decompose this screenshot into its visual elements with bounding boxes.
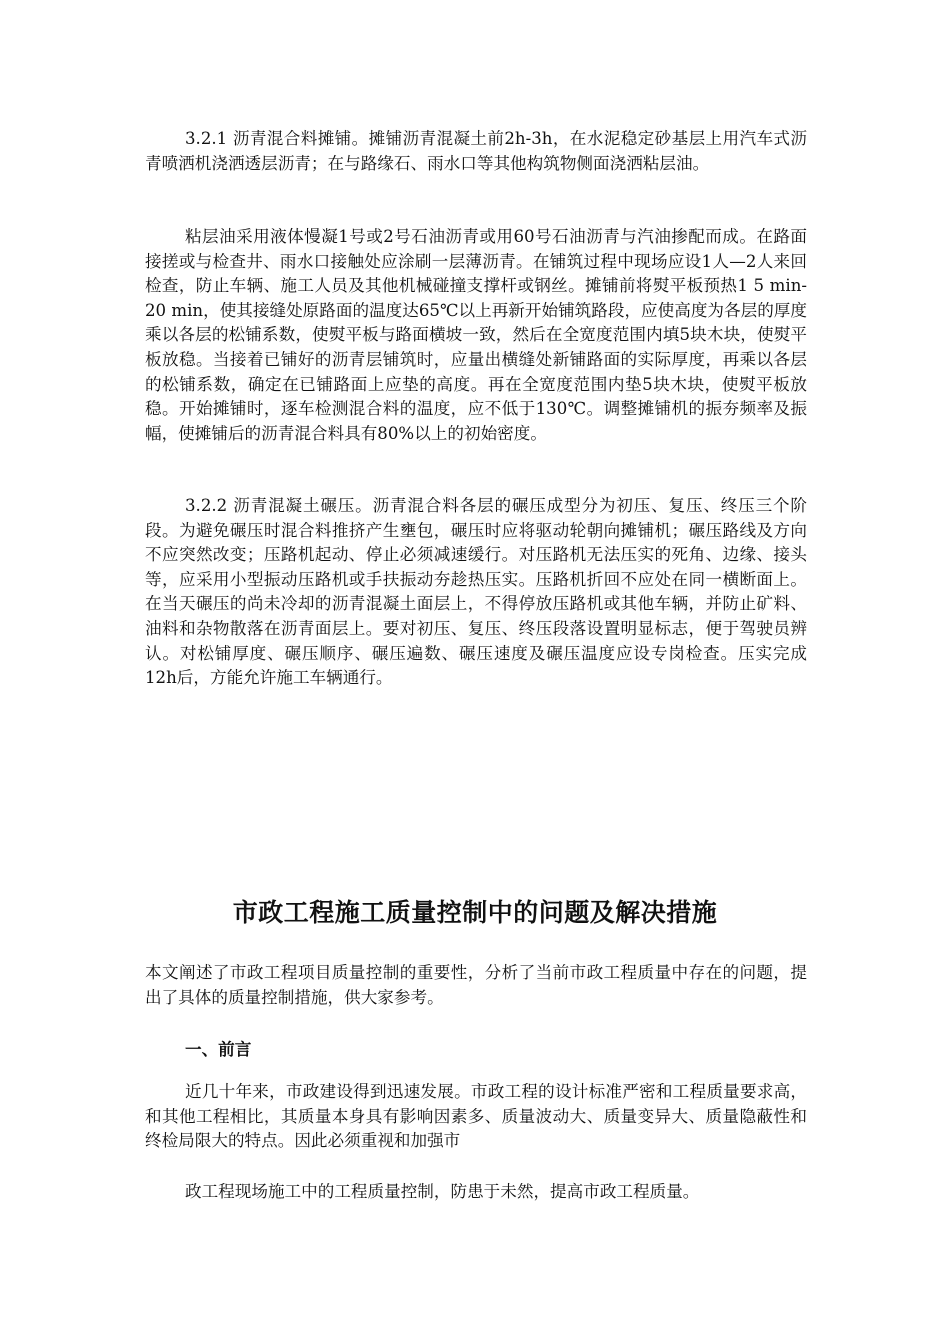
section-3-2-1-paragraph: 3.2.1 沥青混合料摊铺。摊铺沥青混凝土前2h-3h，在水泥稳定砂基层上用汽车式沥青喷洒机浇洒透层沥青；在与路缘石、雨水口等其他构筑物侧面浇洒粘层油。 xyxy=(145,129,807,173)
article-title: 市政工程施工质量控制中的问题及解决措施 xyxy=(232,898,718,927)
preface-paragraph-2: 政工程现场施工中的工程质量控制，防患于未然，提高市政工程质量。 xyxy=(185,1182,700,1201)
abstract-paragraph: 本文阐述了市政工程项目质量控制的重要性，分析了当前市政工程质量中存在的问题，提出了具体的质量控制措施，供大家参考。 xyxy=(145,963,807,1007)
preface-paragraph-1: 近几十年来，市政建设得到迅速发展。市政工程的设计标准严密和工程质量要求高，和其他工程相比，其质量本身具有影响因素多、质量波动大、质量变异大、质量隐蔽性和终检局限大的特点。因此必须重视和加强市 xyxy=(145,1082,807,1151)
tack-coat-paragraph: 粘层油采用液体慢凝1号或2号石油沥青或用60号石油沥青与汽油掺配而成。在路面接搓或与检查井、雨水口接触处应涂刷一层薄沥青。在铺筑过程中现场应设1人—2人来回检查，防止车辆、施工人员及其他机械碰撞支撑杆或钢丝。摊铺前将熨平板预热1 5 min-20 min，使其接缝处原路面的温度达65℃以上再新开始铺筑路段，应使高度为各层的厚度乘以各层的松铺系数，使熨平板与路面横坡一致，然后在全宽度范围内填5块木块，使熨平板放稳。当接着已铺好的沥青层铺筑时，应量出横缝处新铺路面的实际厚度，再乘以各层的松铺系数，确定在已铺路面上应垫的高度。再在全宽度范围内垫5块木块，使熨平板放稳。开始摊铺时，逐车检测混合料的温度，应不低于130℃。调整摊铺机的振夯频率及振幅，使摊铺后的沥青混合料具有80%以上的初始密度。 xyxy=(145,227,807,443)
section-3-2-2-paragraph: 3.2.2 沥青混凝土碾压。沥青混合料各层的碾压成型分为初压、复压、终压三个阶段。为避免碾压时混合料推挤产生壅包，碾压时应将驱动轮朝向摊铺机；碾压路线及方向不应突然改变；压路机起动、停止必须减速缓行。对压路机无法压实的死角、边缘、接头等，应采用小型振动压路机或手扶振动夯趁热压实。压路机折回不应处在同一横断面上。在当天碾压的尚未冷却的沥青混凝土面层上，不得停放压路机或其他车辆，并防止矿料、油料和杂物散落在沥青面层上。要对初压、复压、终压段落设置明显标志，便于驾驶员辨认。对松铺厚度、碾压顺序、碾压遍数、碾压速度及碾压温度应设专岗检查。压实完成12h后，方能允许施工车辆通行。 xyxy=(145,496,807,688)
preface-heading: 一、前言 xyxy=(185,1040,252,1059)
